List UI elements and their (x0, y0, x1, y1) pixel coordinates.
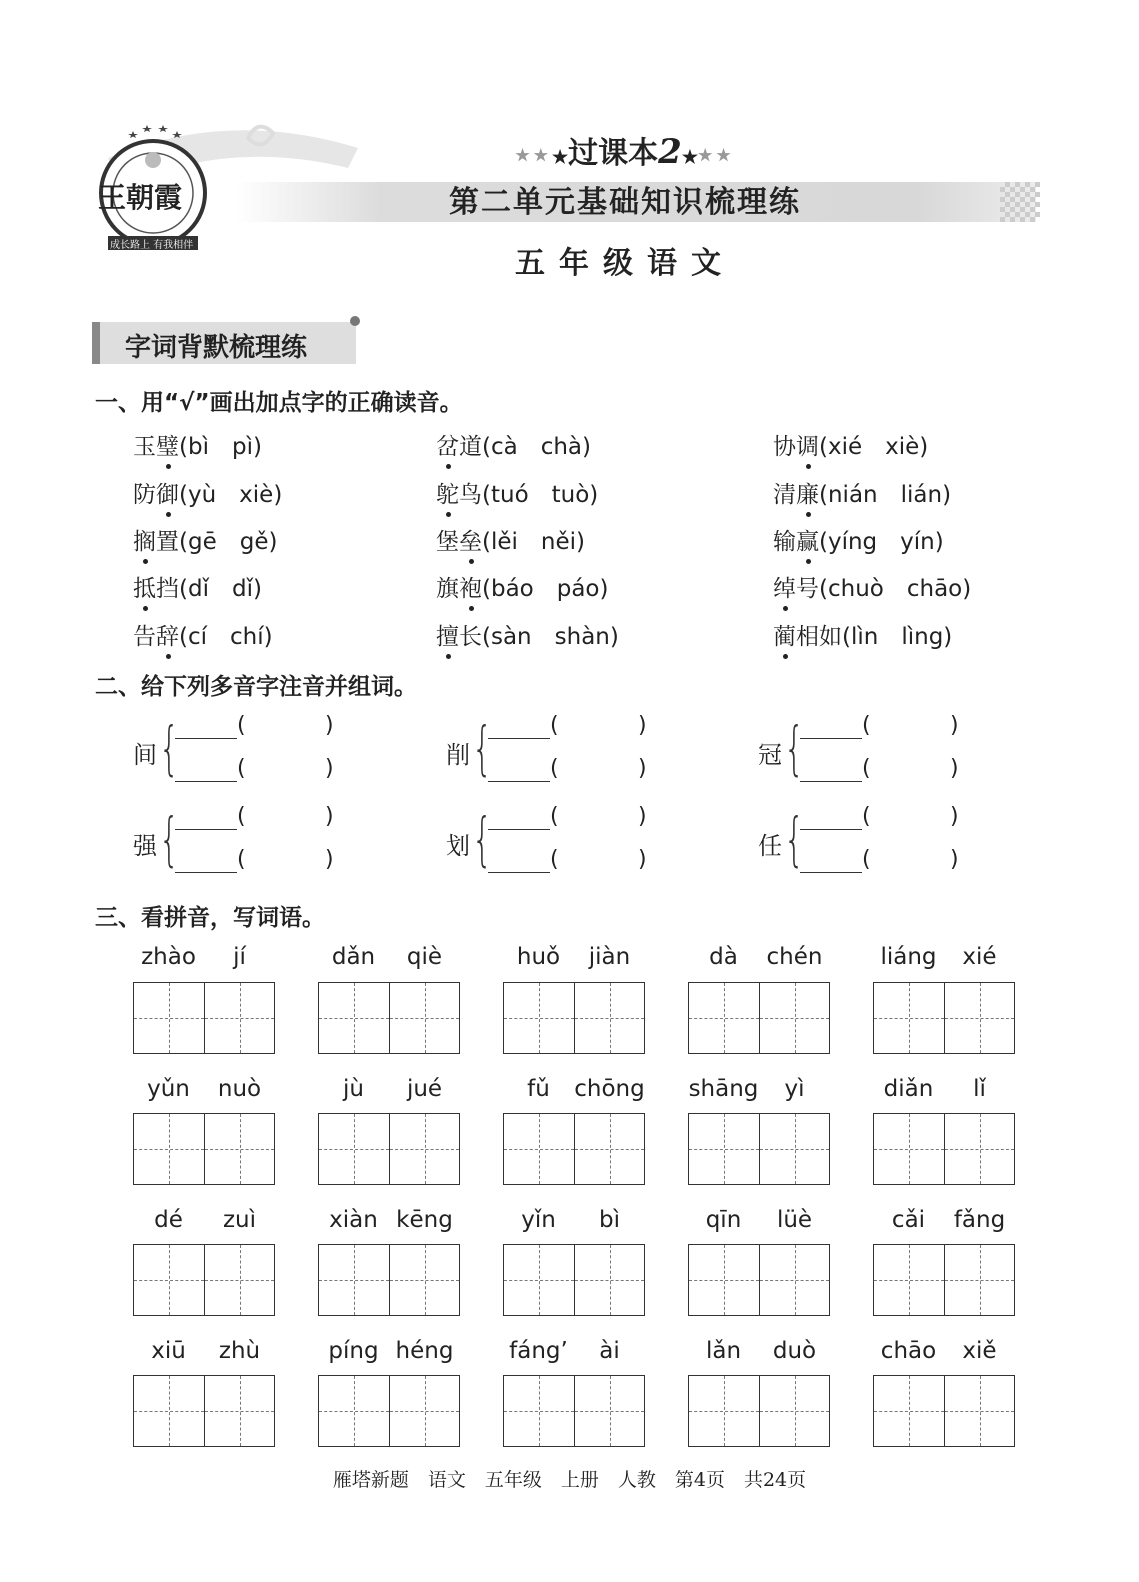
star-icon: ★★ (515, 145, 553, 165)
paren-close: ) (638, 804, 647, 829)
dotted-char: 蔺 (773, 624, 796, 650)
pinyin-syllable: jù (343, 1076, 364, 1102)
pinyin-options[interactable]: (gē gě) (179, 529, 278, 555)
pinyin-syllable: xiàn (329, 1207, 378, 1233)
pinyin-options[interactable]: (yù xiè) (179, 482, 283, 508)
pinyin-syllable: huǒ (516, 944, 561, 970)
grid-cell[interactable] (319, 983, 389, 1053)
paren-close: ) (950, 804, 959, 829)
grid-cell[interactable] (204, 1245, 274, 1315)
grid-cell[interactable] (689, 1114, 759, 1184)
pinyin-syllable: dà (709, 944, 738, 970)
word-part: 清 (773, 482, 796, 508)
grid-cell[interactable] (759, 1376, 829, 1446)
series-number: 2 (658, 132, 682, 172)
grid-cell[interactable] (574, 1114, 644, 1184)
pinyin-syllable: chāo (880, 1338, 937, 1364)
pinyin-syllable: lǎn (705, 1338, 742, 1364)
grid-cell[interactable] (874, 1245, 944, 1315)
dotted-char: 御 (156, 482, 179, 508)
pinyin-syllable: xiě (962, 1338, 997, 1364)
dotted-char: 辞 (156, 624, 179, 650)
dotted-char: 调 (796, 434, 819, 460)
pinyin-syllable: diǎn (883, 1076, 934, 1102)
dotted-char: 岔 (436, 434, 459, 460)
writing-grid[interactable] (503, 1113, 645, 1185)
word-part: 输 (773, 529, 796, 555)
pinyin-blank[interactable] (800, 737, 862, 739)
dotted-char: 垒 (459, 529, 482, 555)
grid-cell[interactable] (504, 1114, 574, 1184)
star-icon: ★ (552, 147, 569, 168)
grid-cell[interactable] (689, 1376, 759, 1446)
writing-grid[interactable] (133, 1113, 275, 1185)
grid-cell[interactable] (504, 1376, 574, 1446)
pinyin-blank[interactable] (488, 780, 550, 782)
word-part: 号 (796, 576, 819, 602)
pin-icon (350, 316, 360, 326)
paren-close: ) (950, 756, 959, 781)
pronunciation-item[interactable] (773, 428, 928, 461)
paren-open: ( (862, 713, 871, 738)
section-tag: 字词背默梳理练 (125, 333, 308, 363)
writing-grid[interactable] (873, 982, 1015, 1054)
pinyin-syllable: chōng (574, 1076, 645, 1102)
q1-title: 一、用“√”画出加点字的正确读音。 (95, 390, 463, 416)
polyphone-group (446, 806, 676, 876)
polyphone-group (758, 715, 988, 785)
pinyin-options[interactable]: (nián lián) (819, 482, 952, 508)
grid-cell[interactable] (944, 1245, 1014, 1315)
pinyin-syllable: bì (599, 1207, 620, 1233)
pronunciation-item[interactable] (436, 570, 608, 603)
page-footer: 雁塔新题 语文 五年级 上册 人教 第4页 共24页 (332, 1469, 807, 1491)
grid-cell[interactable] (319, 1114, 389, 1184)
pronunciation-item[interactable] (133, 570, 262, 603)
grid-cell[interactable] (134, 1376, 204, 1446)
polyphone-group (446, 715, 676, 785)
pinyin-syllable: zuì (222, 1207, 257, 1233)
grid-cell[interactable] (574, 1245, 644, 1315)
pinyin-syllable: xiū (151, 1338, 186, 1364)
pronunciation-item[interactable] (773, 618, 952, 651)
banner-pattern (1000, 182, 1040, 222)
logo-ribbon: 成长路上 有我相伴 (110, 240, 194, 251)
paren-open: ( (862, 804, 871, 829)
pinyin-options[interactable]: (lěi něi) (482, 529, 585, 555)
pinyin-syllable: duò (772, 1338, 817, 1364)
grid-cell[interactable] (874, 983, 944, 1053)
pinyin-options[interactable]: (tuó tuò) (482, 482, 599, 508)
pinyin-options[interactable]: (sàn shàn) (482, 624, 619, 650)
pinyin-options[interactable]: (chuò chāo) (819, 576, 972, 602)
pinyin-syllable: qiè (406, 944, 443, 970)
writing-grid[interactable] (133, 1244, 275, 1316)
word-answer-blank[interactable] (249, 760, 325, 784)
word-part: 防 (133, 482, 156, 508)
paren-close: ) (325, 847, 334, 872)
writing-grid[interactable] (318, 1244, 460, 1316)
grid-cell[interactable] (759, 1114, 829, 1184)
grid-cell[interactable] (874, 1376, 944, 1446)
word-answer-blank[interactable] (249, 717, 325, 741)
word-part: 告 (133, 624, 156, 650)
polyphone-char: 划 (446, 832, 470, 860)
polyphone-char: 削 (446, 741, 470, 769)
series-label (505, 128, 745, 172)
grid-cell[interactable] (204, 1114, 274, 1184)
grid-cell[interactable] (204, 983, 274, 1053)
dotted-char: 鸵 (436, 482, 459, 508)
brace-icon: { (784, 714, 805, 782)
pinyin-syllable: fáng’ (509, 1338, 568, 1364)
word-part: 相如 (796, 624, 842, 650)
writing-grid[interactable] (688, 1375, 830, 1447)
pinyin-syllable: liáng (880, 944, 937, 970)
pinyin-blank[interactable] (488, 871, 550, 873)
grid-cell[interactable] (574, 983, 644, 1053)
pinyin-syllable: lüè (776, 1207, 813, 1233)
paren-open: ( (550, 804, 559, 829)
word-part: 挡 (156, 576, 179, 602)
pinyin-blank[interactable] (175, 871, 237, 873)
pronunciation-item[interactable] (436, 476, 598, 509)
pinyin-syllable: yì (784, 1076, 805, 1102)
pinyin-options[interactable]: (yíng yín) (819, 529, 944, 555)
pinyin-blank[interactable] (800, 871, 862, 873)
pronunciation-item[interactable] (436, 523, 585, 556)
paren-open: ( (237, 756, 246, 781)
dotted-char: 抵 (133, 576, 156, 602)
pinyin-syllable: zhào (141, 944, 196, 970)
writing-grid[interactable] (503, 1244, 645, 1316)
pinyin-syllable: chén (766, 944, 823, 970)
grid-cell[interactable] (574, 1376, 644, 1446)
pinyin-blank[interactable] (488, 828, 550, 830)
pinyin-syllable: héng (395, 1338, 454, 1364)
paren-open: ( (550, 756, 559, 781)
dotted-char: 擅 (436, 624, 459, 650)
polyphone-group (758, 806, 988, 876)
pinyin-options[interactable]: (báo páo) (482, 576, 609, 602)
word-answer-blank[interactable] (249, 851, 325, 875)
pinyin-blank[interactable] (175, 780, 237, 782)
paren-close: ) (638, 756, 647, 781)
pinyin-blank[interactable] (175, 737, 237, 739)
unit-title: 第二单元基础知识梳理练 (449, 185, 801, 220)
word-answer-blank[interactable] (874, 760, 950, 784)
grid-cell[interactable] (389, 1114, 459, 1184)
polyphone-char: 强 (133, 832, 157, 860)
pinyin-syllable: qīn (705, 1207, 742, 1233)
paren-close: ) (325, 756, 334, 781)
pinyin-syllable: ài (599, 1338, 620, 1364)
pinyin-syllable: nuò (217, 1076, 262, 1102)
pinyin-options[interactable]: (xié xiè) (819, 434, 929, 460)
paren-close: ) (325, 713, 334, 738)
pinyin-blank[interactable] (488, 737, 550, 739)
word-part: 鸟 (459, 482, 482, 508)
polyphone-char: 间 (133, 741, 157, 769)
grid-cell[interactable] (759, 1245, 829, 1315)
word-answer-blank[interactable] (874, 851, 950, 875)
writing-grid[interactable] (688, 1113, 830, 1185)
pinyin-syllable: cǎi (891, 1207, 926, 1233)
q2-title: 二、给下列多音字注音并组词。 (95, 674, 417, 700)
word-part: 长 (459, 624, 482, 650)
word-part: 道 (459, 434, 482, 460)
grid-cell[interactable] (389, 1245, 459, 1315)
writing-grid[interactable] (133, 982, 275, 1054)
dotted-char: 璧 (156, 434, 179, 460)
grid-cell[interactable] (759, 983, 829, 1053)
pinyin-options[interactable]: (dǐ dǐ) (179, 576, 262, 602)
paren-open: ( (550, 847, 559, 872)
polyphone-char: 冠 (758, 741, 782, 769)
pronunciation-item[interactable] (436, 618, 619, 651)
polyphone-char: 任 (758, 832, 782, 860)
pinyin-options[interactable]: (bì pì) (179, 434, 262, 460)
star-icon: ★ (681, 147, 698, 168)
word-part: 协 (773, 434, 796, 460)
dotted-char: 绰 (773, 576, 796, 602)
series-text: 过课本 (568, 136, 659, 171)
grid-cell[interactable] (134, 1114, 204, 1184)
pronunciation-item[interactable] (773, 570, 971, 603)
brace-icon: { (159, 805, 180, 873)
paren-open: ( (862, 847, 871, 872)
pinyin-syllable: fǔ (527, 1076, 550, 1102)
paren-open: ( (237, 713, 246, 738)
writing-grid[interactable] (873, 1375, 1015, 1447)
brace-icon: { (784, 805, 805, 873)
word-part: 置 (156, 529, 179, 555)
word-answer-blank[interactable] (249, 808, 325, 832)
grid-cell[interactable] (944, 1114, 1014, 1184)
pinyin-syllable: kēng (396, 1207, 453, 1233)
pinyin-syllable: jué (406, 1076, 443, 1102)
pinyin-blank[interactable] (800, 828, 862, 830)
word-answer-blank[interactable] (874, 717, 950, 741)
pinyin-syllable: yǔn (147, 1076, 190, 1102)
dotted-char: 赢 (796, 529, 819, 555)
writing-grid[interactable] (688, 982, 830, 1054)
pronunciation-item[interactable] (133, 428, 262, 461)
writing-grid[interactable] (873, 1244, 1015, 1316)
star-icon: ★★ (697, 145, 735, 165)
grid-cell[interactable] (134, 983, 204, 1053)
grid-cell[interactable] (319, 1245, 389, 1315)
pronunciation-item[interactable] (133, 618, 273, 651)
word-answer-blank[interactable] (562, 717, 638, 741)
polyphone-group (133, 715, 363, 785)
dotted-char: 袍 (459, 576, 482, 602)
writing-grid[interactable] (503, 982, 645, 1054)
pinyin-syllable: zhù (218, 1338, 261, 1364)
grid-cell[interactable] (389, 983, 459, 1053)
pinyin-syllable: píng (328, 1338, 379, 1364)
grid-cell[interactable] (689, 1245, 759, 1315)
writing-grid[interactable] (318, 982, 460, 1054)
pinyin-syllable: fǎng (953, 1207, 1006, 1233)
grid-cell[interactable] (389, 1376, 459, 1446)
paren-open: ( (862, 756, 871, 781)
word-answer-blank[interactable] (562, 851, 638, 875)
brace-icon: { (472, 805, 493, 873)
paren-close: ) (950, 713, 959, 738)
logo-text: 王朝霞 (98, 181, 183, 214)
word-part: 堡 (436, 529, 459, 555)
pinyin-syllable: dé (154, 1207, 183, 1233)
paren-open: ( (237, 847, 246, 872)
word-part: 玉 (133, 434, 156, 460)
word-part: 旗 (436, 576, 459, 602)
grid-cell[interactable] (504, 983, 574, 1053)
pinyin-syllable: shāng (688, 1076, 759, 1102)
grid-cell[interactable] (319, 1376, 389, 1446)
writing-grid[interactable] (318, 1113, 460, 1185)
grid-cell[interactable] (944, 983, 1014, 1053)
pronunciation-item[interactable] (436, 428, 591, 461)
writing-grid[interactable] (503, 1375, 645, 1447)
writing-grid[interactable] (688, 1244, 830, 1316)
pinyin-syllable: jí (233, 944, 246, 970)
grade-title: 五年级语文 (515, 246, 735, 281)
paren-close: ) (638, 847, 647, 872)
paren-close: ) (325, 804, 334, 829)
pinyin-options[interactable]: (cà chà) (482, 434, 592, 460)
pronunciation-item[interactable] (773, 523, 944, 556)
writing-grid[interactable] (318, 1375, 460, 1447)
pronunciation-item[interactable] (133, 476, 282, 509)
polyphone-group (133, 806, 363, 876)
pinyin-syllable: lǐ (973, 1076, 986, 1102)
pinyin-options[interactable]: (lìn lìng) (842, 624, 953, 650)
grid-cell[interactable] (689, 983, 759, 1053)
q3-title: 三、看拼音，写词语。 (95, 905, 325, 931)
grid-cell[interactable] (134, 1245, 204, 1315)
pinyin-syllable: dǎn (331, 944, 376, 970)
pinyin-options[interactable]: (cí chí) (179, 624, 273, 650)
brace-icon: { (472, 714, 493, 782)
pinyin-blank[interactable] (175, 828, 237, 830)
dotted-char: 搁 (133, 529, 156, 555)
paren-close: ) (638, 713, 647, 738)
pronunciation-item[interactable] (773, 476, 951, 509)
pinyin-blank[interactable] (800, 780, 862, 782)
paren-open: ( (550, 713, 559, 738)
writing-grid[interactable] (133, 1375, 275, 1447)
pinyin-syllable: jiàn (588, 944, 631, 970)
word-answer-blank[interactable] (874, 808, 950, 832)
pronunciation-item[interactable] (133, 523, 277, 556)
grid-cell[interactable] (204, 1376, 274, 1446)
pinyin-syllable: xié (962, 944, 997, 970)
dotted-char: 廉 (796, 482, 819, 508)
pinyin-syllable: yǐn (521, 1207, 556, 1233)
grid-cell[interactable] (874, 1114, 944, 1184)
paren-open: ( (237, 804, 246, 829)
grid-cell[interactable] (504, 1245, 574, 1315)
paren-close: ) (950, 847, 959, 872)
word-answer-blank[interactable] (562, 760, 638, 784)
grid-cell[interactable] (944, 1376, 1014, 1446)
brace-icon: { (159, 714, 180, 782)
word-answer-blank[interactable] (562, 808, 638, 832)
writing-grid[interactable] (873, 1113, 1015, 1185)
